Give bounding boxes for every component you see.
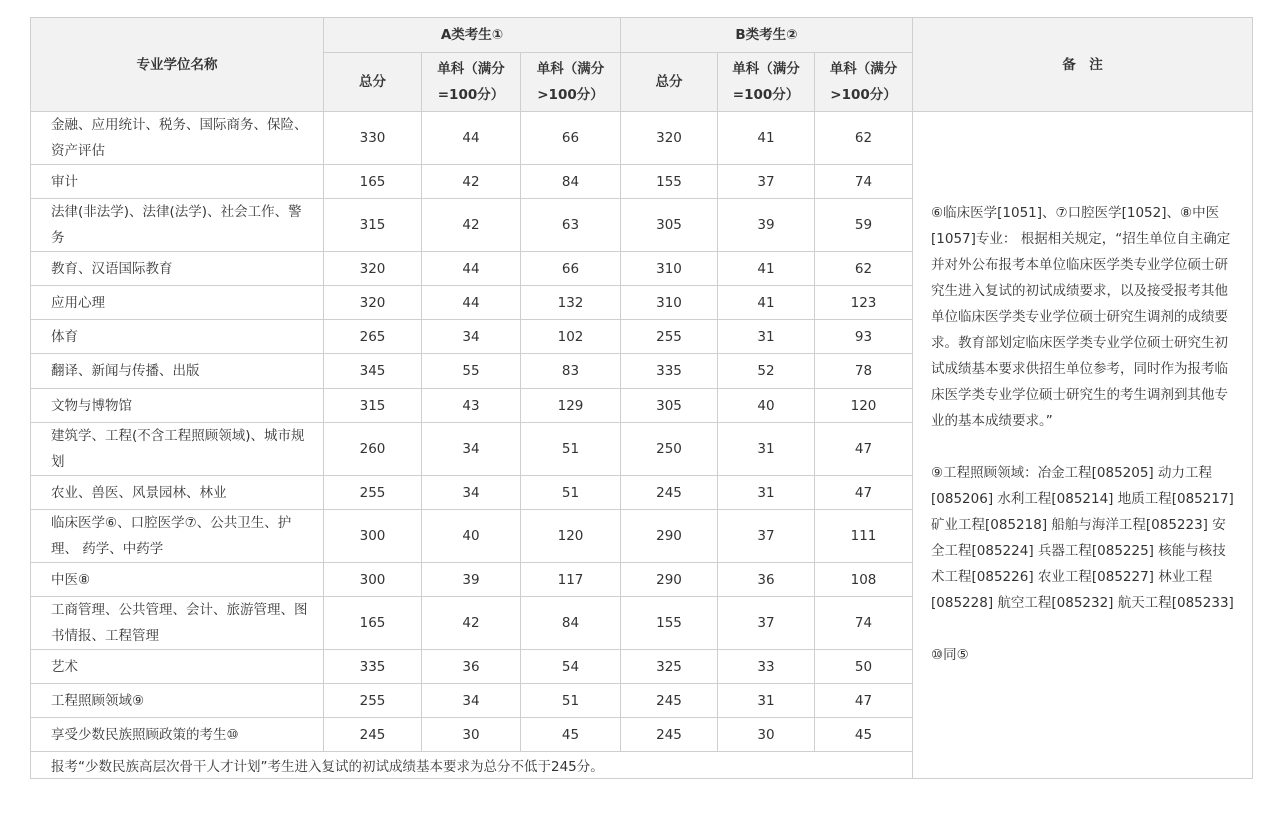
score-b-1: 30 bbox=[718, 718, 815, 752]
score-b-0: 245 bbox=[621, 476, 718, 510]
score-a-2: 54 bbox=[521, 650, 621, 684]
score-b-2: 47 bbox=[815, 684, 913, 718]
score-a-2: 120 bbox=[521, 510, 621, 563]
score-b-2: 62 bbox=[815, 252, 913, 286]
score-a-1: 39 bbox=[422, 563, 521, 597]
header-group-a: A类考生① bbox=[324, 18, 621, 53]
score-b-1: 39 bbox=[718, 199, 815, 252]
score-b-0: 155 bbox=[621, 597, 718, 650]
header-remarks: 备 注 bbox=[913, 18, 1253, 112]
score-b-0: 325 bbox=[621, 650, 718, 684]
score-b-0: 305 bbox=[621, 199, 718, 252]
header-b-total: 总分 bbox=[621, 53, 718, 112]
program-name: 教育、汉语国际教育 bbox=[31, 252, 324, 286]
header-name: 专业学位名称 bbox=[31, 18, 324, 112]
score-a-2: 66 bbox=[521, 252, 621, 286]
score-a-2: 51 bbox=[521, 684, 621, 718]
score-b-1: 52 bbox=[718, 354, 815, 389]
score-b-1: 31 bbox=[718, 320, 815, 354]
score-a-1: 43 bbox=[422, 389, 521, 423]
score-a-1: 34 bbox=[422, 684, 521, 718]
program-name: 艺术 bbox=[31, 650, 324, 684]
table-row bbox=[31, 112, 1253, 165]
program-name: 建筑学、工程(不含工程照顾领域)、城市规划 bbox=[31, 423, 324, 476]
program-name: 法律(非法学)、法律(法学)、社会工作、警务 bbox=[31, 199, 324, 252]
program-name: 中医⑧ bbox=[31, 563, 324, 597]
score-b-2: 62 bbox=[815, 112, 913, 165]
score-b-2: 74 bbox=[815, 597, 913, 650]
score-a-1: 42 bbox=[422, 165, 521, 199]
score-b-1: 37 bbox=[718, 597, 815, 650]
program-name: 工程照顾领域⑨ bbox=[31, 684, 324, 718]
score-a-1: 34 bbox=[422, 423, 521, 476]
score-b-1: 37 bbox=[718, 510, 815, 563]
remark-note: ⑥临床医学[1051]、⑦口腔医学[1052]、⑧中医[1057]专业： 根据相关规定，“招生单位自主确定并对外公布报考本单位临床医学类专业学位硕士研究生进入复试的初试成绩要求，以及接受报考其他单位临床医学类专业学位硕士研究生调剂的成绩要求。教育部划定临床医学类专业学位硕士研究生初试成绩基本要求供招生单位参考，同时作为报考临床医学类专业学位硕士研究生的考生调剂到其他专业的基本成绩要求。” bbox=[931, 205, 1231, 429]
header-a-single100: 单科（满分=100分） bbox=[422, 53, 521, 112]
score-a-1: 36 bbox=[422, 650, 521, 684]
score-b-2: 45 bbox=[815, 718, 913, 752]
score-a-0: 255 bbox=[324, 476, 422, 510]
header-b-single-over100: 单科（满分>100分） bbox=[815, 53, 913, 112]
score-a-2: 83 bbox=[521, 354, 621, 389]
score-b-2: 111 bbox=[815, 510, 913, 563]
score-b-1: 41 bbox=[718, 286, 815, 320]
score-b-1: 40 bbox=[718, 389, 815, 423]
score-b-1: 31 bbox=[718, 684, 815, 718]
program-name: 体育 bbox=[31, 320, 324, 354]
score-a-2: 102 bbox=[521, 320, 621, 354]
program-name: 文物与博物馆 bbox=[31, 389, 324, 423]
score-b-0: 335 bbox=[621, 354, 718, 389]
program-name: 享受少数民族照顾政策的考生⑩ bbox=[31, 718, 324, 752]
score-a-0: 320 bbox=[324, 252, 422, 286]
score-b-2: 47 bbox=[815, 476, 913, 510]
score-b-2: 74 bbox=[815, 165, 913, 199]
score-a-1: 55 bbox=[422, 354, 521, 389]
score-a-0: 330 bbox=[324, 112, 422, 165]
score-a-1: 40 bbox=[422, 510, 521, 563]
score-b-1: 36 bbox=[718, 563, 815, 597]
score-a-0: 260 bbox=[324, 423, 422, 476]
score-a-0: 335 bbox=[324, 650, 422, 684]
score-b-0: 290 bbox=[621, 563, 718, 597]
header-group-b: B类考生② bbox=[621, 18, 913, 53]
score-table bbox=[30, 17, 1253, 779]
score-b-2: 59 bbox=[815, 199, 913, 252]
program-name: 工商管理、公共管理、会计、旅游管理、图书情报、工程管理 bbox=[31, 597, 324, 650]
score-a-1: 42 bbox=[422, 199, 521, 252]
score-a-1: 44 bbox=[422, 112, 521, 165]
score-a-1: 34 bbox=[422, 476, 521, 510]
remark-note: ⑩同⑤ bbox=[931, 647, 969, 663]
score-b-0: 255 bbox=[621, 320, 718, 354]
score-b-0: 305 bbox=[621, 389, 718, 423]
header-b-single100: 单科（满分=100分） bbox=[718, 53, 815, 112]
score-b-2: 123 bbox=[815, 286, 913, 320]
score-b-0: 290 bbox=[621, 510, 718, 563]
score-a-0: 265 bbox=[324, 320, 422, 354]
footer-note: 报考“少数民族高层次骨干人才计划”考生进入复试的初试成绩基本要求为总分不低于245分。 bbox=[31, 752, 913, 779]
score-a-1: 34 bbox=[422, 320, 521, 354]
score-b-2: 93 bbox=[815, 320, 913, 354]
score-b-0: 310 bbox=[621, 286, 718, 320]
score-b-2: 120 bbox=[815, 389, 913, 423]
score-b-0: 245 bbox=[621, 684, 718, 718]
score-b-1: 33 bbox=[718, 650, 815, 684]
score-a-0: 320 bbox=[324, 286, 422, 320]
header-a-single-over100: 单科（满分>100分） bbox=[521, 53, 621, 112]
score-a-0: 165 bbox=[324, 165, 422, 199]
program-name: 临床医学⑥、口腔医学⑦、公共卫生、护理、 药学、中药学 bbox=[31, 510, 324, 563]
score-b-1: 41 bbox=[718, 112, 815, 165]
header-a-total: 总分 bbox=[324, 53, 422, 112]
score-a-2: 66 bbox=[521, 112, 621, 165]
score-a-0: 300 bbox=[324, 563, 422, 597]
score-b-0: 250 bbox=[621, 423, 718, 476]
score-a-0: 315 bbox=[324, 199, 422, 252]
remark-note: ⑨工程照顾领域：冶金工程[085205] 动力工程[085206] 水利工程[085214] 地质工程[085217] 矿业工程[085218] 船舶与海洋工程[085223] 安全工程[085224] 兵器工程[085225] 核能与核技术工程[085226] 农业工程[085227] 林业工程[085228] 航空工程[085232] 航天工程[085233] bbox=[931, 465, 1234, 611]
score-a-0: 315 bbox=[324, 389, 422, 423]
score-a-0: 345 bbox=[324, 354, 422, 389]
score-a-0: 245 bbox=[324, 718, 422, 752]
score-b-2: 47 bbox=[815, 423, 913, 476]
score-b-0: 310 bbox=[621, 252, 718, 286]
program-name: 翻译、新闻与传播、出版 bbox=[31, 354, 324, 389]
score-b-1: 41 bbox=[718, 252, 815, 286]
score-a-1: 44 bbox=[422, 286, 521, 320]
program-name: 农业、兽医、风景园林、林业 bbox=[31, 476, 324, 510]
score-b-0: 320 bbox=[621, 112, 718, 165]
score-a-1: 44 bbox=[422, 252, 521, 286]
score-b-0: 245 bbox=[621, 718, 718, 752]
score-a-2: 63 bbox=[521, 199, 621, 252]
score-b-1: 31 bbox=[718, 423, 815, 476]
score-a-2: 51 bbox=[521, 423, 621, 476]
score-a-1: 42 bbox=[422, 597, 521, 650]
score-a-2: 45 bbox=[521, 718, 621, 752]
score-b-0: 155 bbox=[621, 165, 718, 199]
score-a-2: 132 bbox=[521, 286, 621, 320]
score-b-2: 78 bbox=[815, 354, 913, 389]
score-a-2: 84 bbox=[521, 597, 621, 650]
score-b-1: 31 bbox=[718, 476, 815, 510]
score-a-2: 129 bbox=[521, 389, 621, 423]
score-b-1: 37 bbox=[718, 165, 815, 199]
score-b-2: 50 bbox=[815, 650, 913, 684]
remarks-cell bbox=[913, 112, 1253, 779]
score-b-2: 108 bbox=[815, 563, 913, 597]
program-name: 应用心理 bbox=[31, 286, 324, 320]
score-a-2: 51 bbox=[521, 476, 621, 510]
program-name: 金融、应用统计、税务、国际商务、保险、 资产评估 bbox=[31, 112, 324, 165]
score-a-2: 117 bbox=[521, 563, 621, 597]
score-a-1: 30 bbox=[422, 718, 521, 752]
score-a-2: 84 bbox=[521, 165, 621, 199]
score-a-0: 255 bbox=[324, 684, 422, 718]
program-name: 审计 bbox=[31, 165, 324, 199]
score-a-0: 165 bbox=[324, 597, 422, 650]
score-a-0: 300 bbox=[324, 510, 422, 563]
